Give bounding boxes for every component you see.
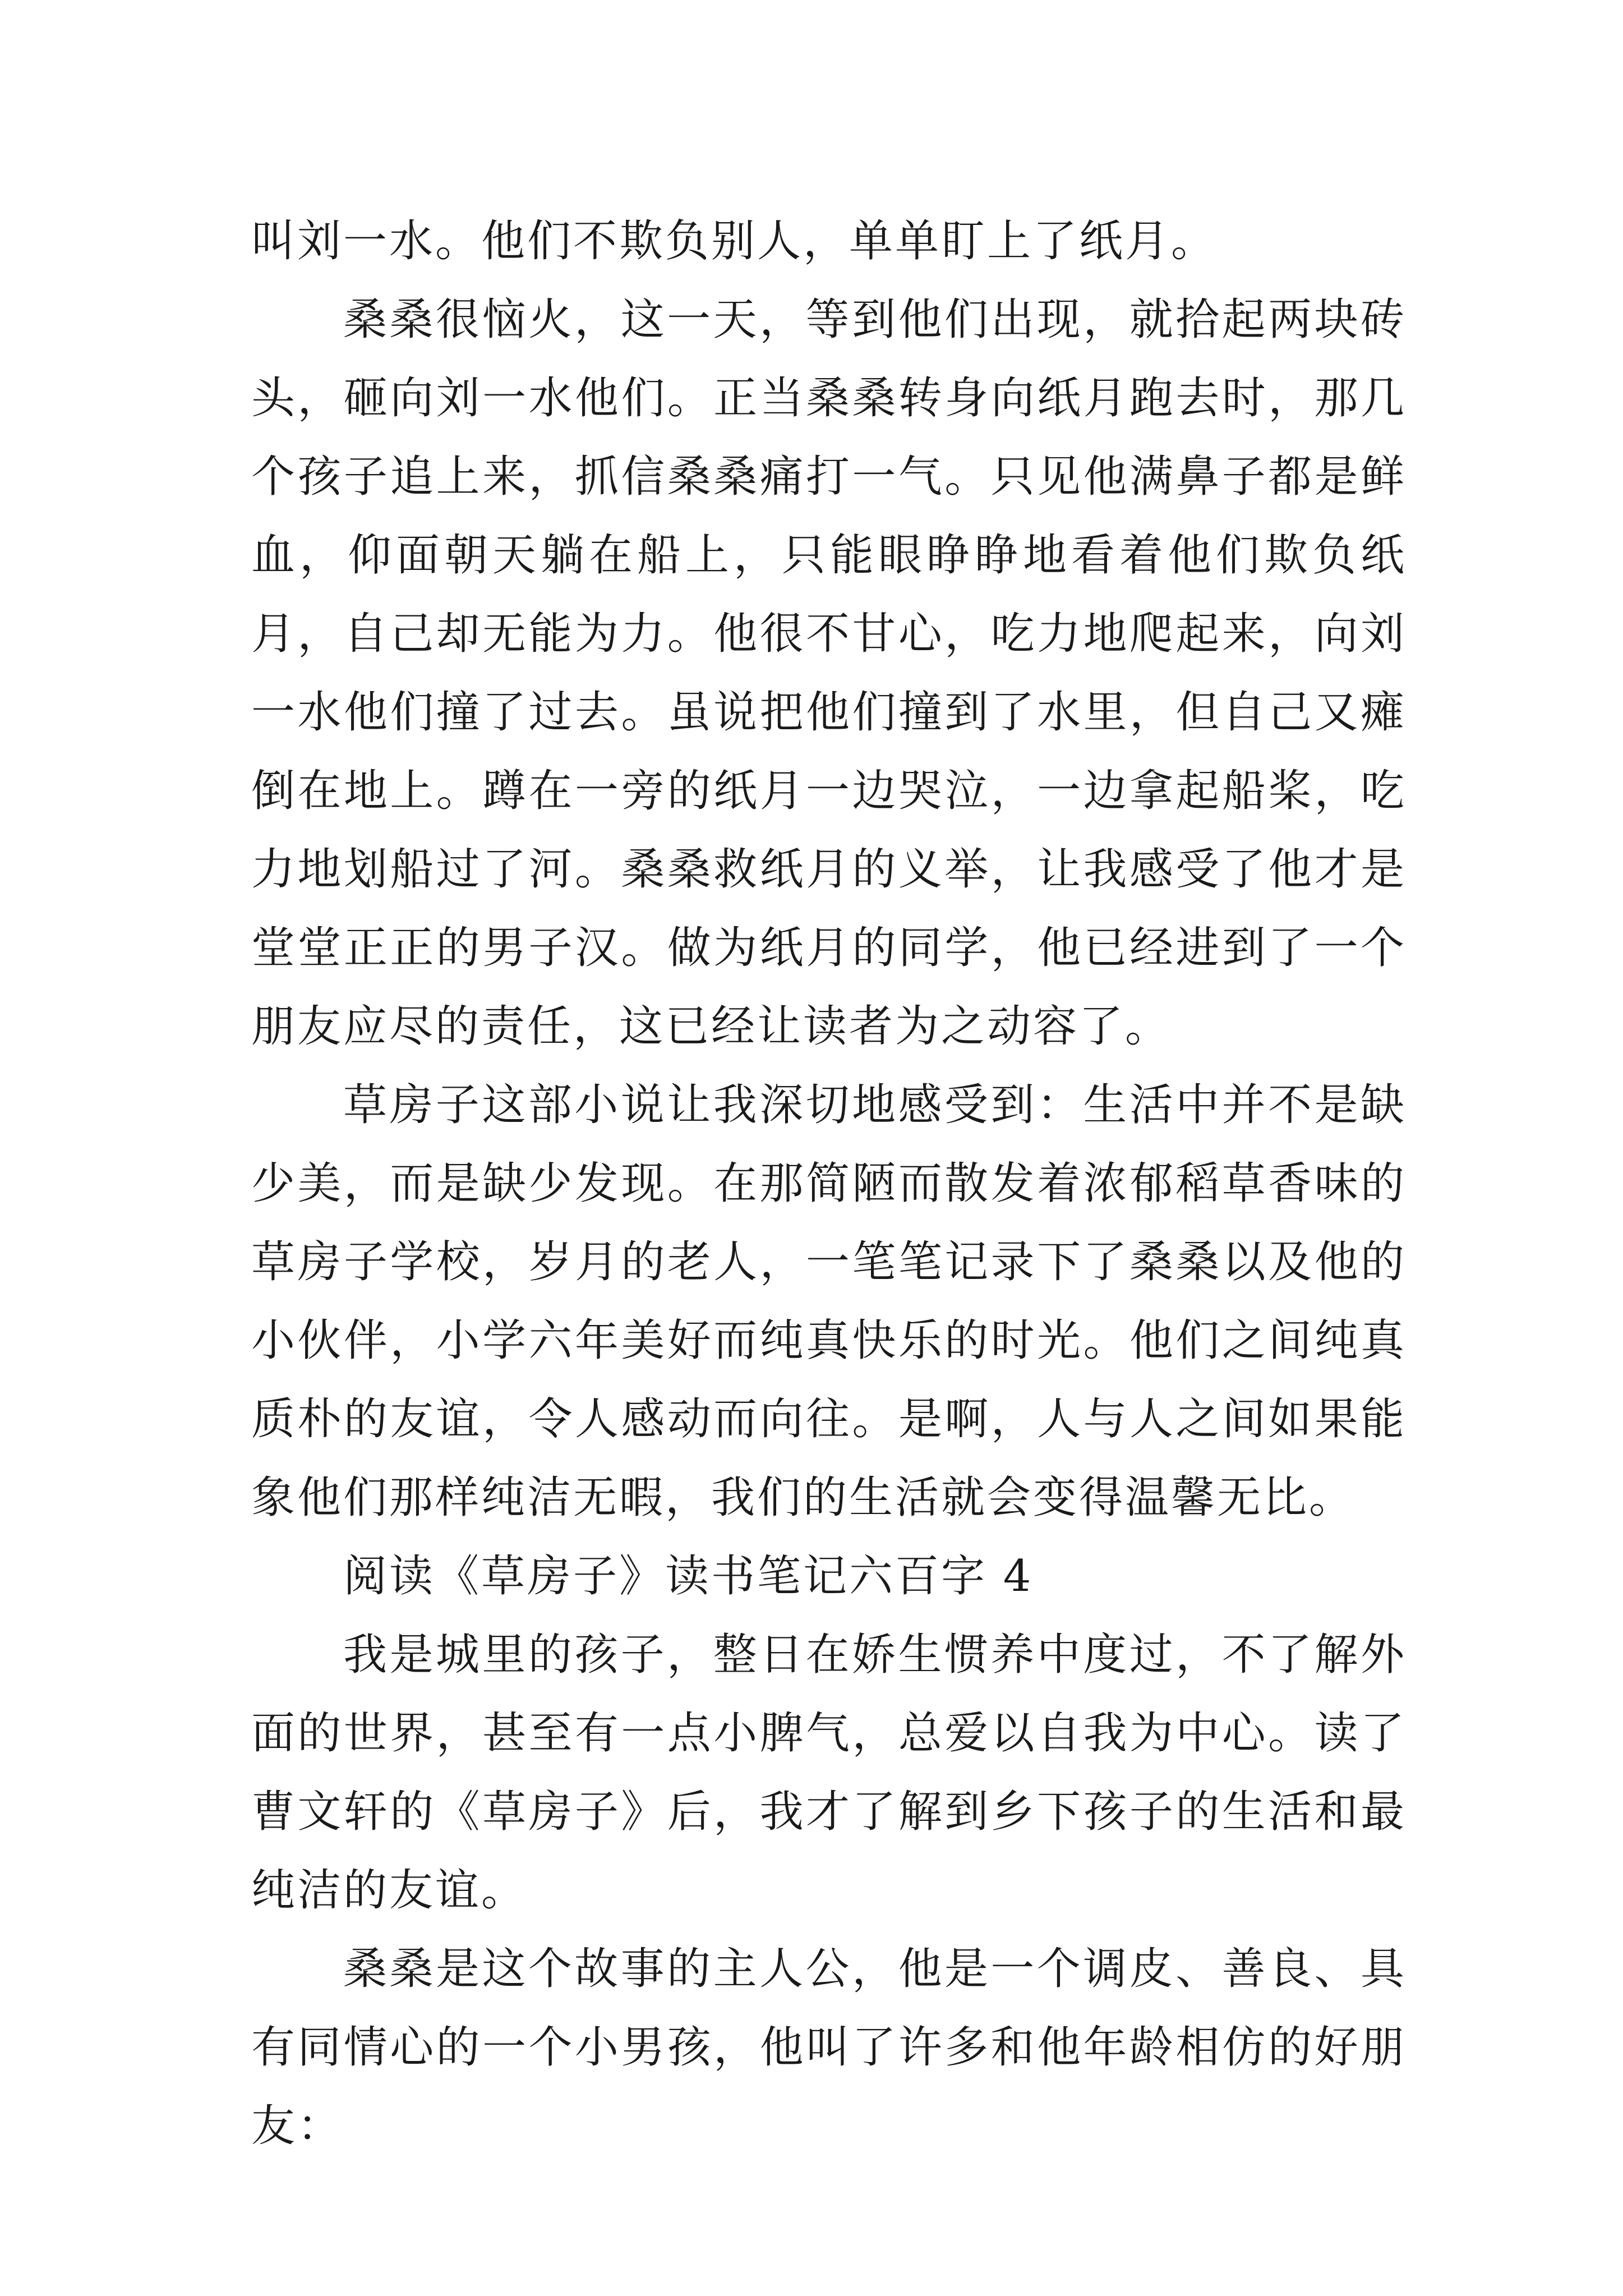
paragraph-3: 草房子这部小说让我深切地感受到：生活中并不是缺少美，而是缺少发现。在那简陋而散发着浓郁稻草香味的草房子学校，岁月的老人，一笔笔记录下了桑桑以及他的小伙伴，小学六年美好而纯真快乐的时光。他们之间纯真质朴的友谊，令人感动而向往。是啊，人与人之间如果能象他们那样纯洁无暇，我们的生活就会变得温馨无比。 (251, 1080, 1407, 1523)
document-body (251, 202, 1407, 2165)
paragraph-2: 桑桑很恼火，这一天，等到他们出现，就拾起两块砖头，砸向刘一水他们。正当桑桑转身向纸月跑去时，那几个孩子追上来，抓信桑桑痛打一气。只见他满鼻子都是鲜血，仰面朝天躺在船上，只能眼睁睁地看着他们欺负纸月，自己却无能为力。他很不甘心，吃力地爬起来，向刘一水他们撞了过去。虽说把他们撞到了水里，但自己又瘫倒在地上。蹲在一旁的纸月一边哭泣，一边拿起船桨，吃力地划船过了河。桑桑救纸月的义举，让我感受了他才是堂堂正正的男子汉。做为纸月的同学，他已经进到了一个朋友应尽的责任，这已经让读者为之动容了。 (251, 295, 1407, 1052)
section-heading: 阅读《草房子》读书笔记六百字 4 (343, 1551, 1034, 1602)
paragraph-1: 叫刘一水。他们不欺负别人，单单盯上了纸月。 (251, 216, 1218, 266)
paragraph-4: 我是城里的孩子，整日在娇生惯养中度过，不了解外面的世界，甚至有一点小脾气，总爱以自我为中心。读了曹文轩的《草房子》后，我才了解到乡下孩子的生活和最纯洁的友谊。 (251, 1630, 1407, 1916)
paragraph-5: 桑桑是这个故事的主人公，他是一个调皮、善良、具有同情心的一个小男孩，他叫了许多和他年龄相仿的好朋友： (251, 1944, 1407, 2151)
